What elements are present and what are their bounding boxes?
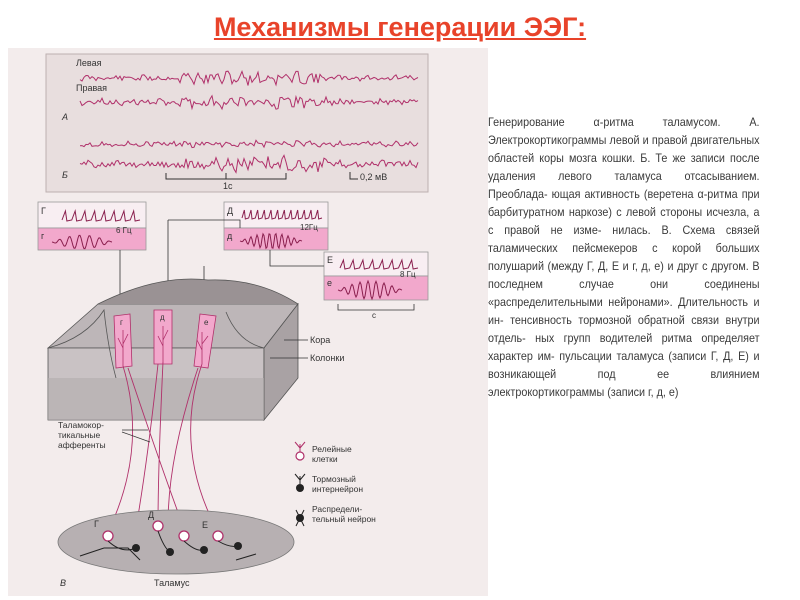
inset-g-upper-label: Г [41,206,46,216]
caption-line: ющая активность (веретена α-ритма при барбитуратном [488,188,760,219]
thalamus [58,510,294,574]
panel-a-letter: А [62,112,69,122]
time-scale-label: 1с [223,181,233,191]
inset-g [38,202,146,250]
legend [295,442,376,526]
caption-line: с корой больших полушарий (между Г, Д, Е и г, д, е) [488,242,760,273]
afferents-label-1: Таламокор- [58,420,104,430]
relay-cell-icon [295,442,305,460]
column-g-label: г [120,318,123,327]
inset-e-scale-bar [338,304,414,310]
afferents-label-2: тикальные [58,430,101,440]
thalamus-nucleus-e: Е [202,520,209,530]
columns-label: Колонки [310,353,345,363]
legend-inhibitory-line2: интернейрон [312,484,364,494]
afferents-label-3: афференты [58,440,106,450]
column-d-label: д [160,313,165,322]
legend-relay-line2: клетки [312,454,338,464]
cortex-block [48,279,298,420]
inset-d-upper-label: Д [227,206,234,216]
legend-relay-line1: Релейные [312,444,352,454]
eeg-figure [8,48,488,596]
inhibitory-interneuron-icon [295,474,305,492]
distributor-neuron-icon [296,510,304,526]
right-trace-label: Правая [76,83,108,93]
caption-line: Генерирование α-ритма таламусом. А. [488,116,760,129]
caption-line: тенсивность тормозной обратной связи внутри отдель- [488,314,760,345]
inset-e-freq: 8 Гц [400,270,416,279]
inset-g-lower-label: г [41,231,45,241]
caption-line: ее влиянием электрокортикограммы (записи г, д, е) [488,368,760,399]
inset-e [324,252,428,320]
caption-line: областей коры мозга кошки. Б. Те же записи после [488,152,760,165]
inset-e-lower-label: е [327,278,333,288]
cortical-columns [114,310,216,368]
thalamus-nucleus-g: Г [94,519,99,529]
panel-v-letter: В [60,578,67,588]
thalamus-label: Таламус [154,578,190,588]
panel-b-letter: Б [62,170,68,180]
caption-line: «распределительными нейронами». Длительность и ин- [488,296,760,327]
left-trace-label: Левая [76,58,102,68]
caption-line: нилась. В. Схема связей таламических пейсмекеров [488,224,760,255]
cortex-label: Кора [310,335,331,345]
inset-scale-label: с [372,311,376,320]
caption-line: и друг с другом. В последнем случае они соединены [488,260,760,291]
legend-distributor-line1: Распредели- [312,504,363,514]
amp-scale-label: 0,2 мВ [360,172,388,182]
figure-caption [488,114,760,402]
caption-line: удаления левого таламуса отсасыванием. Преоблада- [488,170,760,201]
legend-distributor-line2: тельный нейрон [312,514,376,524]
afferents-pointer [122,430,150,442]
caption-line: Электрокортикограммы левой и правой двигательных [488,134,760,147]
legend-inhibitory-line1: Тормозный [312,474,356,484]
caption-line: ных групп водителей ритма определяет характер им- [488,332,760,363]
column-e-label: е [204,318,209,327]
thalamus-nucleus-d: Д [148,510,155,520]
page-title: Механизмы генерации ЭЭГ: [213,12,587,42]
caption-line: пульсации таламуса (записи Г, Д, Е) и возникающей под [488,350,760,381]
inset-d-freq: 12Гц [300,223,318,232]
inset-g-freq: 6 Гц [116,226,132,235]
eeg-figure-svg [8,48,488,596]
inset-e-upper-label: Е [327,255,334,265]
caption-line: наркозе) с левой стороны исчезла, а с правой не изме- [488,206,760,237]
inset-d-lower-label: д [227,231,233,241]
